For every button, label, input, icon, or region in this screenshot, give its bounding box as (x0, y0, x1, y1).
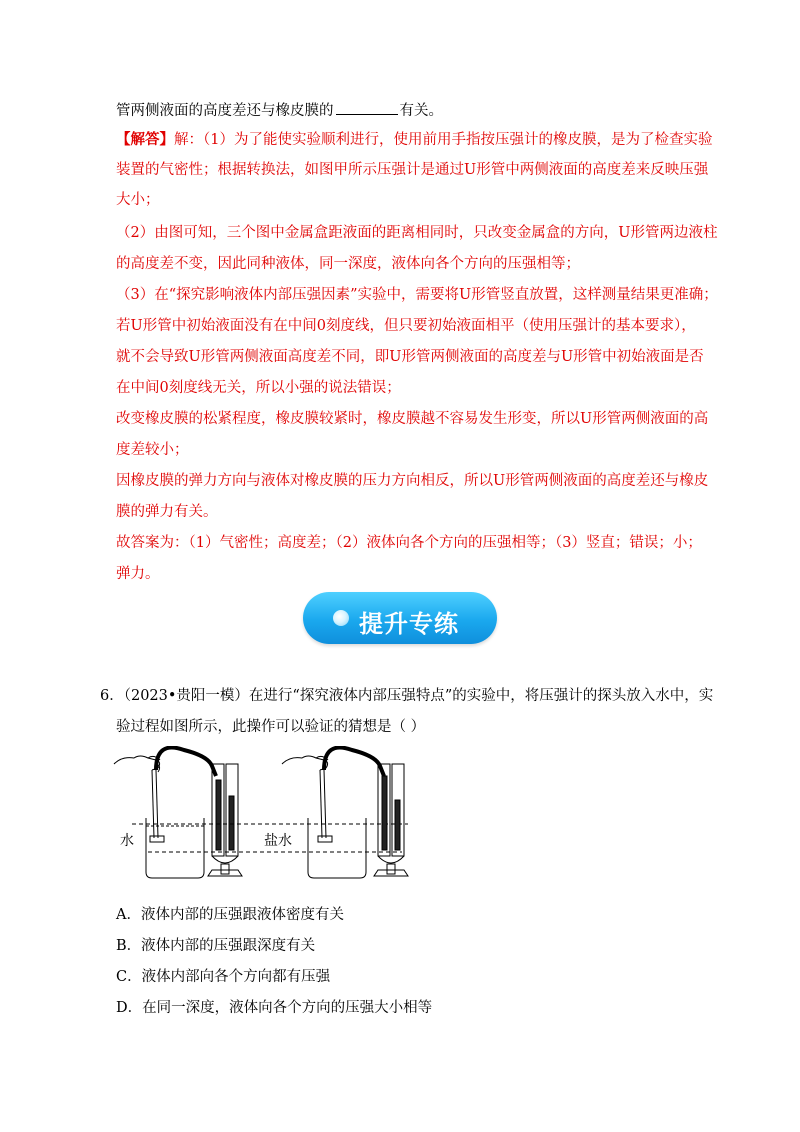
answer-line-13: 膜的弹力有关。 (116, 504, 218, 520)
question-line-1: 6．（2023•贵阳一模）在进行“探究液体内部压强特点”的实验中，将压强计的探头放入水中，实 (100, 688, 714, 704)
answer-line-15: 弹力。 (116, 566, 160, 582)
answer-line-1 (116, 131, 712, 149)
question-tail-suffix: 有关。 (399, 103, 443, 119)
experiment-figure (112, 746, 442, 882)
answer-line-9: 在中间0刻度线无关，所以小强的说法错误； (116, 380, 401, 396)
answer-line-12: 因橡皮膜的弹力方向与液体对橡皮膜的压力方向相反，所以U形管两侧液面的高度差还与橡皮 (116, 473, 709, 489)
badge-label: 提升专练 (359, 610, 459, 638)
answer-line-4: （2）由图可知，三个图中金属盒距液面的距离相同时，只改变金属盒的方向，U形管两边液柱 (116, 225, 718, 241)
answer-line-2: 装置的气密性；根据转换法，如图甲所示压强计是通过U形管中两侧液面的高度差来反映压强 (116, 162, 709, 178)
answer-line-6: （3）在“探究影响液体内部压强因素”实验中，需要将U形管竖直放置，这样测量结果更准确； (116, 287, 718, 303)
answer-line-3: 大小； (116, 192, 160, 208)
badge-dot-icon (333, 610, 349, 626)
answer-line-11: 度差较小； (116, 442, 189, 458)
answer-line-10: 改变橡皮膜的松紧程度，橡皮膜较紧时，橡皮膜越不容易发生形变，所以U形管两侧液面的高 (116, 411, 709, 427)
water-label: 水 (120, 833, 134, 849)
answer-text: 解：（1）为了能使实验顺利进行，使用前用手指按压强计的橡皮膜，是为了检查实验 (174, 132, 713, 148)
saltwater-label: 盐水 (264, 833, 292, 849)
answer-tag: 【解答】 (116, 131, 174, 148)
section-badge (303, 592, 497, 644)
right-apparatus (282, 748, 408, 879)
answer-line-7: 若U形管中初始液面没有在中间0刻度线，但只要初始液面相平（使用压强计的基本要求）， (116, 318, 696, 334)
answer-line-8: 就不会导致U形管两侧液面高度差不同，即U形管两侧液面的高度差与U形管中初始液面是否 (116, 349, 704, 365)
question-line-2: 验过程如图所示，此操作可以验证的猜想是（ ） (116, 719, 426, 735)
option-c: C．液体内部向各个方向都有压强 (116, 969, 331, 985)
left-apparatus (114, 748, 242, 879)
option-a: A．液体内部的压强跟液体密度有关 (116, 907, 344, 923)
option-b: B．液体内部的压强跟深度有关 (116, 938, 316, 954)
answer-line-5: 的高度差不变，因此同种液体，同一深度，液体向各个方向的压强相等； (116, 256, 580, 272)
question-tail-text: 管两侧液面的高度差还与橡皮膜的 (116, 103, 334, 119)
question-tail-line (116, 101, 443, 120)
answer-line-14: 故答案为：（1）气密性；高度差；（2）液体向各个方向的压强相等；（3）竖直；错误；小； (116, 535, 702, 551)
option-d: D．在同一深度，液体向各个方向的压强大小相等 (116, 1000, 433, 1016)
answer-blank (336, 101, 398, 115)
pressure-gauge-illustration (112, 746, 442, 882)
